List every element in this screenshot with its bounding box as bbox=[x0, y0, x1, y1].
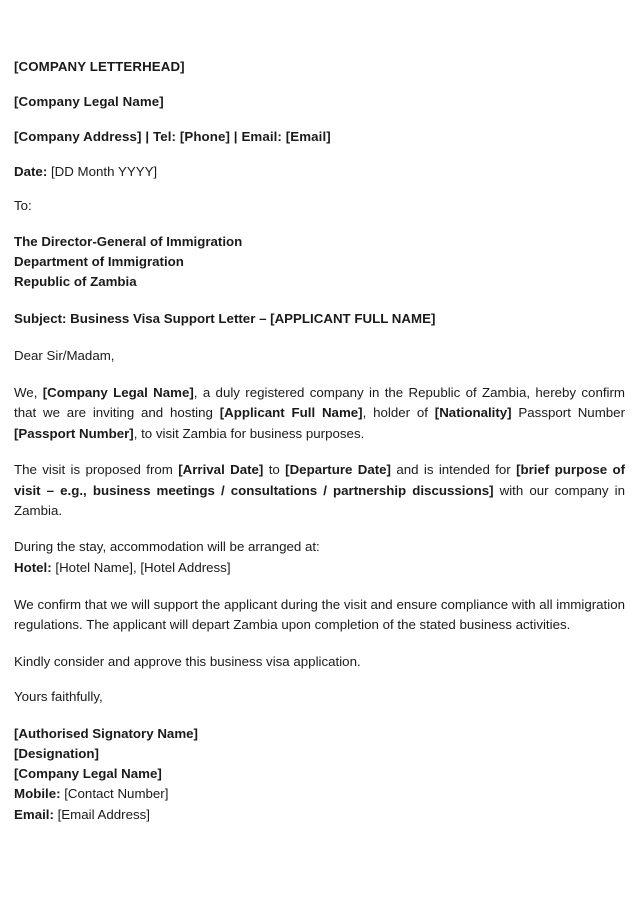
paragraph-visit-details bbox=[14, 460, 625, 521]
telephone-label: Tel: bbox=[152, 128, 180, 144]
date-value: [DD Month YYYY] bbox=[50, 163, 158, 179]
p2-text-3: and is intended for bbox=[391, 462, 517, 478]
subject-prefix: Subject: Business Visa Support Letter – bbox=[14, 311, 271, 327]
subject-line bbox=[14, 310, 625, 329]
signatory-mobile-line bbox=[14, 784, 625, 804]
date-line bbox=[14, 163, 625, 182]
email-label: Email: bbox=[241, 128, 286, 144]
signature-block bbox=[14, 724, 625, 825]
recipient-line-2: Department of Immigration bbox=[14, 254, 184, 270]
signatory-company: [Company Legal Name] bbox=[14, 766, 162, 782]
paragraph-invitation bbox=[14, 383, 625, 444]
p2-text-1: The visit is proposed from bbox=[14, 462, 179, 478]
closing-salutation: Yours faithfully, bbox=[14, 688, 103, 704]
p1-text-4: Passport Number bbox=[511, 405, 625, 421]
company-address: [Company Address] bbox=[14, 128, 142, 144]
p2-visit-purpose: [brief purpose of visit – e.g., business meetings / consultations / partnership discussions] bbox=[14, 462, 626, 498]
p2-departure-date: [Departure Date] bbox=[285, 462, 391, 478]
hotel-line bbox=[14, 558, 625, 578]
recipient-line-1: The Director-General of Immigration bbox=[14, 234, 243, 250]
p1-text-3: , holder of bbox=[362, 405, 435, 421]
contact-separator-1: | bbox=[141, 128, 153, 144]
salutation: Dear Sir/Madam, bbox=[14, 348, 115, 364]
recipient-address-block bbox=[14, 232, 625, 291]
contact-separator-2: | bbox=[230, 128, 242, 144]
p1-company-name: [Company Legal Name] bbox=[42, 385, 194, 401]
signature-email-label: Email: bbox=[14, 806, 58, 822]
to-label: To: bbox=[14, 197, 32, 213]
p1-nationality: [Nationality] bbox=[434, 405, 512, 421]
p2-text-2: to bbox=[263, 462, 286, 478]
p1-text-2: , a duly registered company in the Republic of Zambia, hereby confirm that we are inviting and hosting bbox=[14, 385, 625, 421]
p2-text-4: with our company in Zambia. bbox=[14, 482, 625, 518]
p1-passport-number: [Passport Number] bbox=[14, 425, 134, 441]
subject-applicant-name: [APPLICANT FULL NAME] bbox=[270, 311, 436, 327]
company-legal-name: [Company Legal Name] bbox=[14, 93, 164, 109]
mobile-value: [Contact Number] bbox=[64, 786, 169, 802]
p1-text-1: We, bbox=[14, 385, 43, 401]
signatory-email-line bbox=[14, 805, 625, 825]
hotel-value: [Hotel Name], [Hotel Address] bbox=[55, 559, 231, 575]
signature-email-value: [Email Address] bbox=[57, 806, 150, 822]
letter-body bbox=[14, 58, 625, 825]
p2-arrival-date: [Arrival Date] bbox=[178, 462, 264, 478]
accommodation-intro: During the stay, accommodation will be arranged at: bbox=[14, 539, 320, 555]
hotel-label: Hotel: bbox=[14, 559, 56, 575]
signatory-designation: [Designation] bbox=[14, 746, 99, 761]
accommodation-block bbox=[14, 537, 625, 578]
p1-text-5: , to visit Zambia for business purposes. bbox=[133, 425, 365, 441]
company-letterhead-placeholder: [COMPANY LETTERHEAD] bbox=[14, 59, 185, 74]
signatory-name: [Authorised Signatory Name] bbox=[14, 725, 198, 741]
telephone-value: [Phone] bbox=[179, 128, 231, 144]
mobile-label: Mobile: bbox=[14, 786, 65, 802]
recipient-line-3: Republic of Zambia bbox=[14, 273, 137, 289]
date-label: Date: bbox=[14, 163, 51, 179]
paragraph-confirmation: We confirm that we will support the applicant during the visit and ensure compliance with all immigration regulations. The applicant will depart Zambia upon completion of the stated business activities. bbox=[14, 596, 625, 633]
paragraph-request: Kindly consider and approve this business visa application. bbox=[14, 653, 361, 669]
email-value: [Email] bbox=[285, 128, 331, 144]
company-contact-line bbox=[14, 128, 625, 147]
p1-applicant-name: [Applicant Full Name] bbox=[219, 405, 363, 421]
